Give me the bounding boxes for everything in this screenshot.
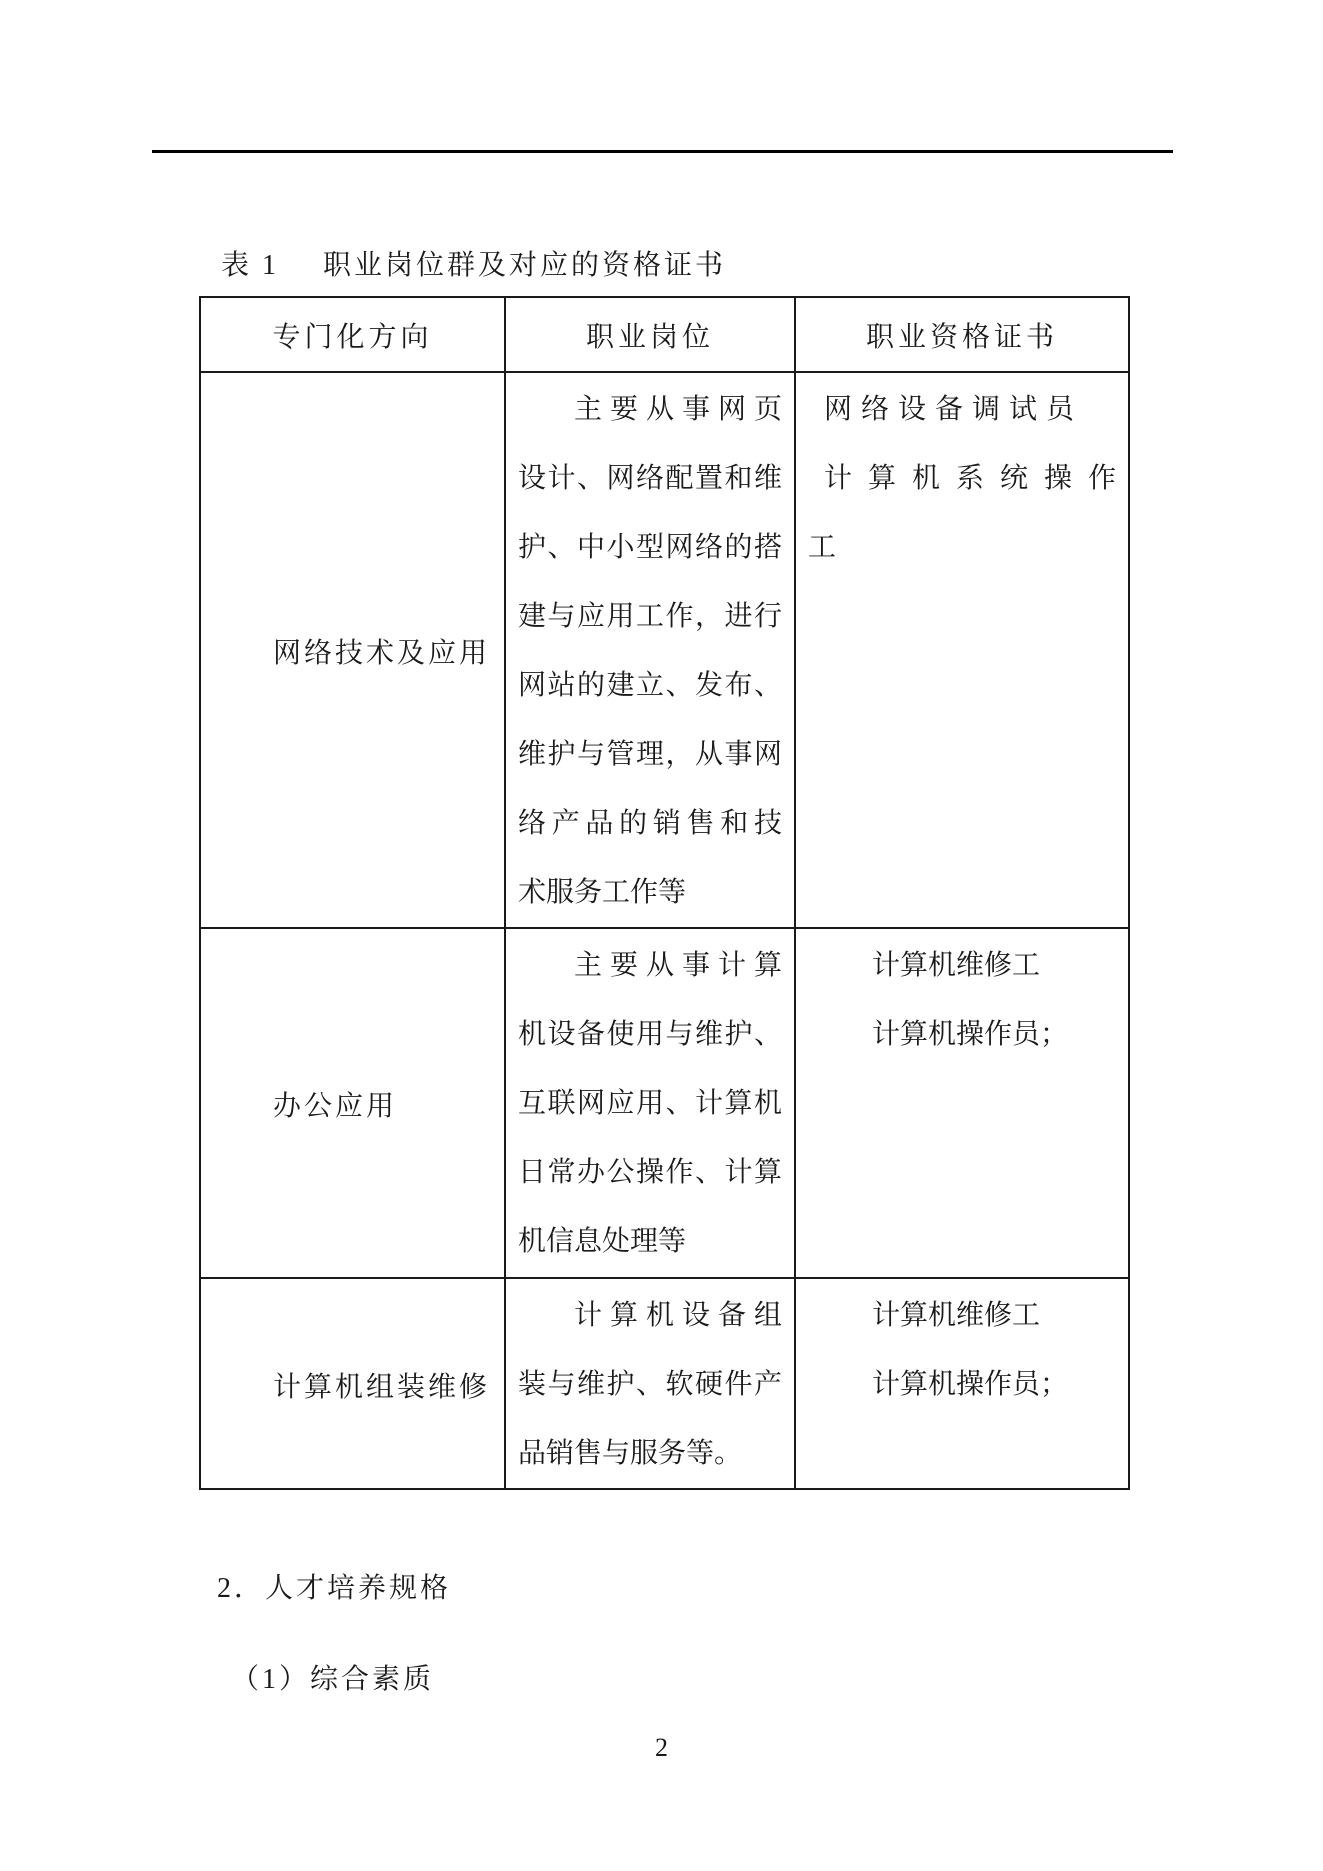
position-line: 网站的建立、发布、 — [518, 670, 782, 701]
table-row — [200, 372, 1129, 928]
table-caption — [221, 248, 726, 284]
position-cell — [505, 928, 795, 1278]
position-line: 机信息处理等 — [518, 1226, 687, 1257]
certificate-line: 计算机操作员； — [872, 1369, 1069, 1400]
direction-text: 网络技术及应用 — [273, 638, 491, 669]
sub-section-heading: （1）综合素质 — [231, 1664, 435, 1695]
position-line: 主要从事网页 — [574, 394, 782, 425]
direction-cell — [200, 1278, 505, 1489]
direction-text: 办公应用 — [273, 1091, 398, 1122]
certificate-line: 计算机维修工 — [872, 1300, 1041, 1331]
position-line: 计算机设备组 — [574, 1300, 782, 1331]
certificate-line: 计算机操作员； — [872, 1019, 1069, 1050]
section-heading: 2．人才培养规格 — [217, 1573, 452, 1604]
page-header-rule — [152, 150, 1173, 153]
column-header: 专门化方向 — [200, 297, 505, 372]
table-caption-text: 职业岗位群及对应的资格证书 — [323, 250, 727, 281]
position-line: 护、中小型网络的搭 — [518, 532, 782, 563]
direction-cell — [200, 928, 505, 1278]
position-line: 主要从事计算 — [574, 950, 782, 981]
certificate-line: 计算机维修工 — [872, 950, 1041, 981]
table-row — [200, 928, 1129, 1278]
column-header: 职业资格证书 — [795, 297, 1129, 372]
page-number: 2 — [655, 1733, 668, 1762]
table-body — [200, 372, 1129, 1489]
position-cell — [505, 372, 795, 928]
table-row — [200, 1278, 1129, 1489]
certificate-cell — [795, 928, 1129, 1278]
position-line: 维护与管理，从事网 — [518, 739, 782, 770]
certificate-cell — [795, 1278, 1129, 1489]
position-line: 络产品的销售和技 — [518, 808, 782, 839]
position-line: 机设备使用与维护、 — [518, 1019, 782, 1050]
position-line: 术服务工作等 — [518, 877, 687, 908]
certificate-line: 计算机系统操作 — [824, 463, 1116, 494]
direction-text: 计算机组装维修 — [273, 1371, 491, 1403]
table-header-row — [200, 297, 1129, 372]
positions-table — [199, 296, 1130, 1490]
position-line: 日常办公操作、计算 — [518, 1157, 782, 1188]
certificate-line: 工 — [808, 532, 837, 563]
position-line: 装与维护、软硬件产 — [518, 1369, 782, 1400]
certificate-cell — [795, 372, 1129, 928]
column-header: 职业岗位 — [505, 297, 795, 372]
table-caption-label: 表 1 — [221, 250, 280, 281]
position-line: 品销售与服务等。 — [518, 1438, 743, 1469]
position-line: 互联网应用、计算机 — [518, 1088, 782, 1119]
position-line: 建与应用工作，进行 — [518, 601, 782, 632]
position-cell — [505, 1278, 795, 1489]
direction-cell — [200, 372, 505, 928]
certificate-line: 网络设备调试员 — [824, 394, 1084, 425]
position-line: 设计、网络配置和维 — [518, 463, 782, 494]
